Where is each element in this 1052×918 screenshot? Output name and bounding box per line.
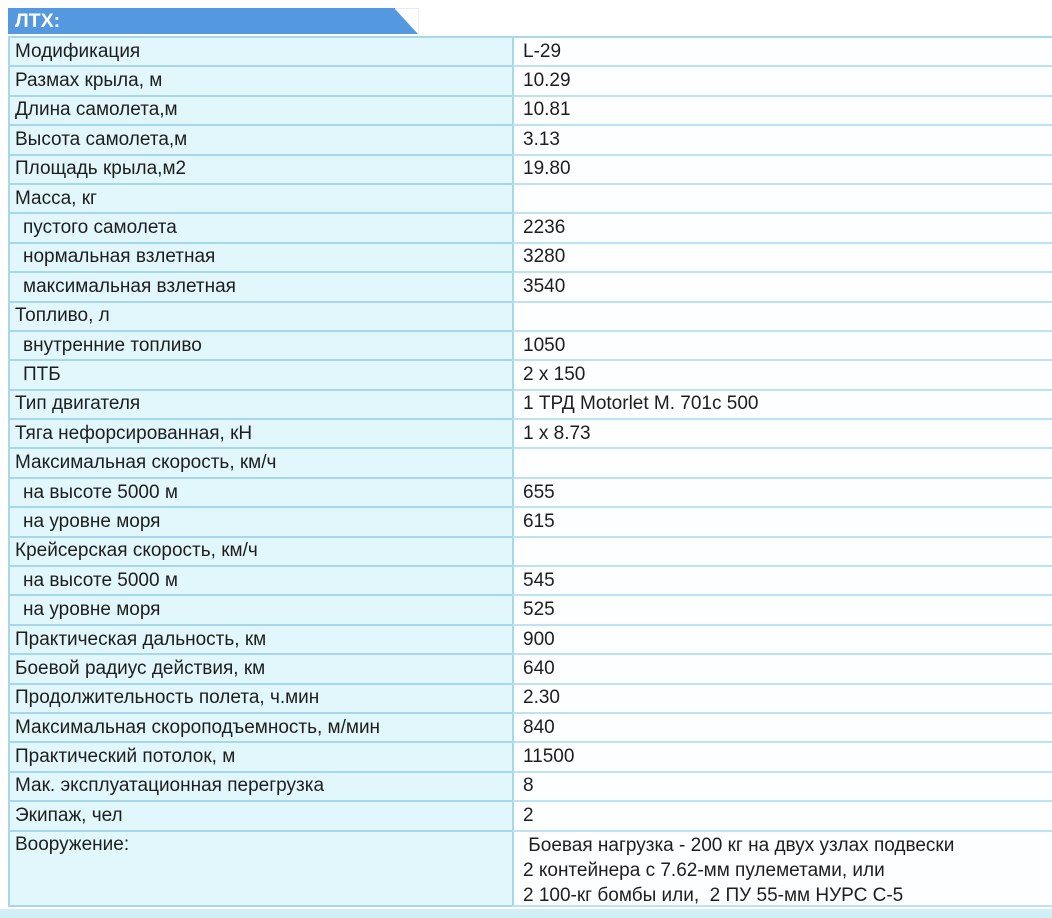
spec-value-cell: 2 [512,802,1052,831]
table-row [8,303,1052,332]
table-row [8,332,1052,361]
spec-value-cell: 900 [512,626,1052,655]
spec-label-cell: Максимальная скороподъемность, м/мин [8,714,512,743]
table-row [8,97,1052,126]
table-row [8,244,1052,273]
spec-label-cell: Модификация [8,38,512,67]
spec-value-cell: 640 [512,655,1052,684]
tab-fold-corner-icon [395,8,419,34]
spec-label-cell: нормальная взлетная [8,244,512,273]
bottom-strip [0,909,1052,918]
table-row [8,214,1052,243]
table-row [8,685,1052,714]
spec-label-cell: Крейсерская скорость, км/ч [8,538,512,567]
spec-value-cell: 615 [512,508,1052,537]
spec-value-cell: 8 [512,773,1052,802]
table-row [8,126,1052,155]
spec-label-cell: на уровне моря [8,596,512,625]
spec-value-cell [512,449,1052,478]
spec-value-cell: 3.13 [512,126,1052,155]
spec-label-cell: Топливо, л [8,303,512,332]
spec-label-cell: Максимальная скорость, км/ч [8,449,512,478]
spec-label-cell: Тяга нефорсированная, кН [8,420,512,449]
spec-label-cell: ПТБ [8,361,512,390]
section-tab [8,8,395,34]
spec-value-cell: 2 х 150 [512,361,1052,390]
table-row [8,156,1052,185]
spec-label-cell: на высоте 5000 м [8,567,512,596]
spec-value-cell: 1050 [512,332,1052,361]
table-row [8,626,1052,655]
table-row [8,449,1052,478]
spec-label-cell: Тип двигателя [8,391,512,420]
spec-label-cell: Экипаж, чел [8,802,512,831]
spec-value-cell [512,303,1052,332]
table-row [8,361,1052,390]
spec-label-cell: Вооружение: [8,832,512,908]
spec-value-cell [512,538,1052,567]
spec-value-cell: 19.80 [512,156,1052,185]
table-row [8,391,1052,420]
spec-label-cell: пустого самолета [8,214,512,243]
spec-value-cell: Боевая нагрузка - 200 кг на двух узлах подвески 2 контейнера с 7.62-мм пулеметами, или 2 100-кг бомбы или, 2 ПУ 55-мм НУРС С-5 [512,832,1052,908]
spec-label-cell: Боевой радиус действия, км [8,655,512,684]
table-row [8,67,1052,96]
spec-value-cell: 2236 [512,214,1052,243]
table-row [8,38,1052,67]
spec-label-cell: Практический потолок, м [8,743,512,772]
spec-value-cell: 545 [512,567,1052,596]
spec-value-cell: 2.30 [512,685,1052,714]
table-row [8,273,1052,302]
section-tab-label: ЛТХ: [15,9,61,32]
spec-label-cell: Практическая дальность, км [8,626,512,655]
spec-value-cell: 10.29 [512,67,1052,96]
spec-label-cell: Площадь крыла,м2 [8,156,512,185]
table-row [8,596,1052,625]
spec-value-cell: 3540 [512,273,1052,302]
spec-value-cell: 525 [512,596,1052,625]
spec-value-cell: 3280 [512,244,1052,273]
table-row [8,567,1052,596]
table-row [8,185,1052,214]
spec-label-cell: Длина самолета,м [8,97,512,126]
spec-label-cell: внутренние топливо [8,332,512,361]
spec-label-cell: Масса, кг [8,185,512,214]
table-row [8,538,1052,567]
spec-value-cell: 840 [512,714,1052,743]
table-row [8,508,1052,537]
spec-table [8,36,1052,907]
spec-value-cell: 11500 [512,743,1052,772]
spec-label-cell: на высоте 5000 м [8,479,512,508]
table-row [8,655,1052,684]
table-row [8,832,1052,908]
table-row [8,479,1052,508]
spec-value-cell: 10.81 [512,97,1052,126]
spec-value-cell: 1 ТРД Motorlet M. 701c 500 [512,391,1052,420]
spec-label-cell: на уровне моря [8,508,512,537]
spec-label-cell: максимальная взлетная [8,273,512,302]
spec-value-cell [512,185,1052,214]
table-row [8,743,1052,772]
spec-label-cell: Продолжительность полета, ч.мин [8,685,512,714]
table-row [8,420,1052,449]
spec-label-cell: Высота самолета,м [8,126,512,155]
spec-label-cell: Мак. эксплуатационная перегрузка [8,773,512,802]
table-row [8,714,1052,743]
table-row [8,773,1052,802]
spec-value-cell: 1 х 8.73 [512,420,1052,449]
spec-value-cell: L-29 [512,38,1052,67]
table-row [8,802,1052,831]
spec-value-cell: 655 [512,479,1052,508]
spec-label-cell: Размах крыла, м [8,67,512,96]
